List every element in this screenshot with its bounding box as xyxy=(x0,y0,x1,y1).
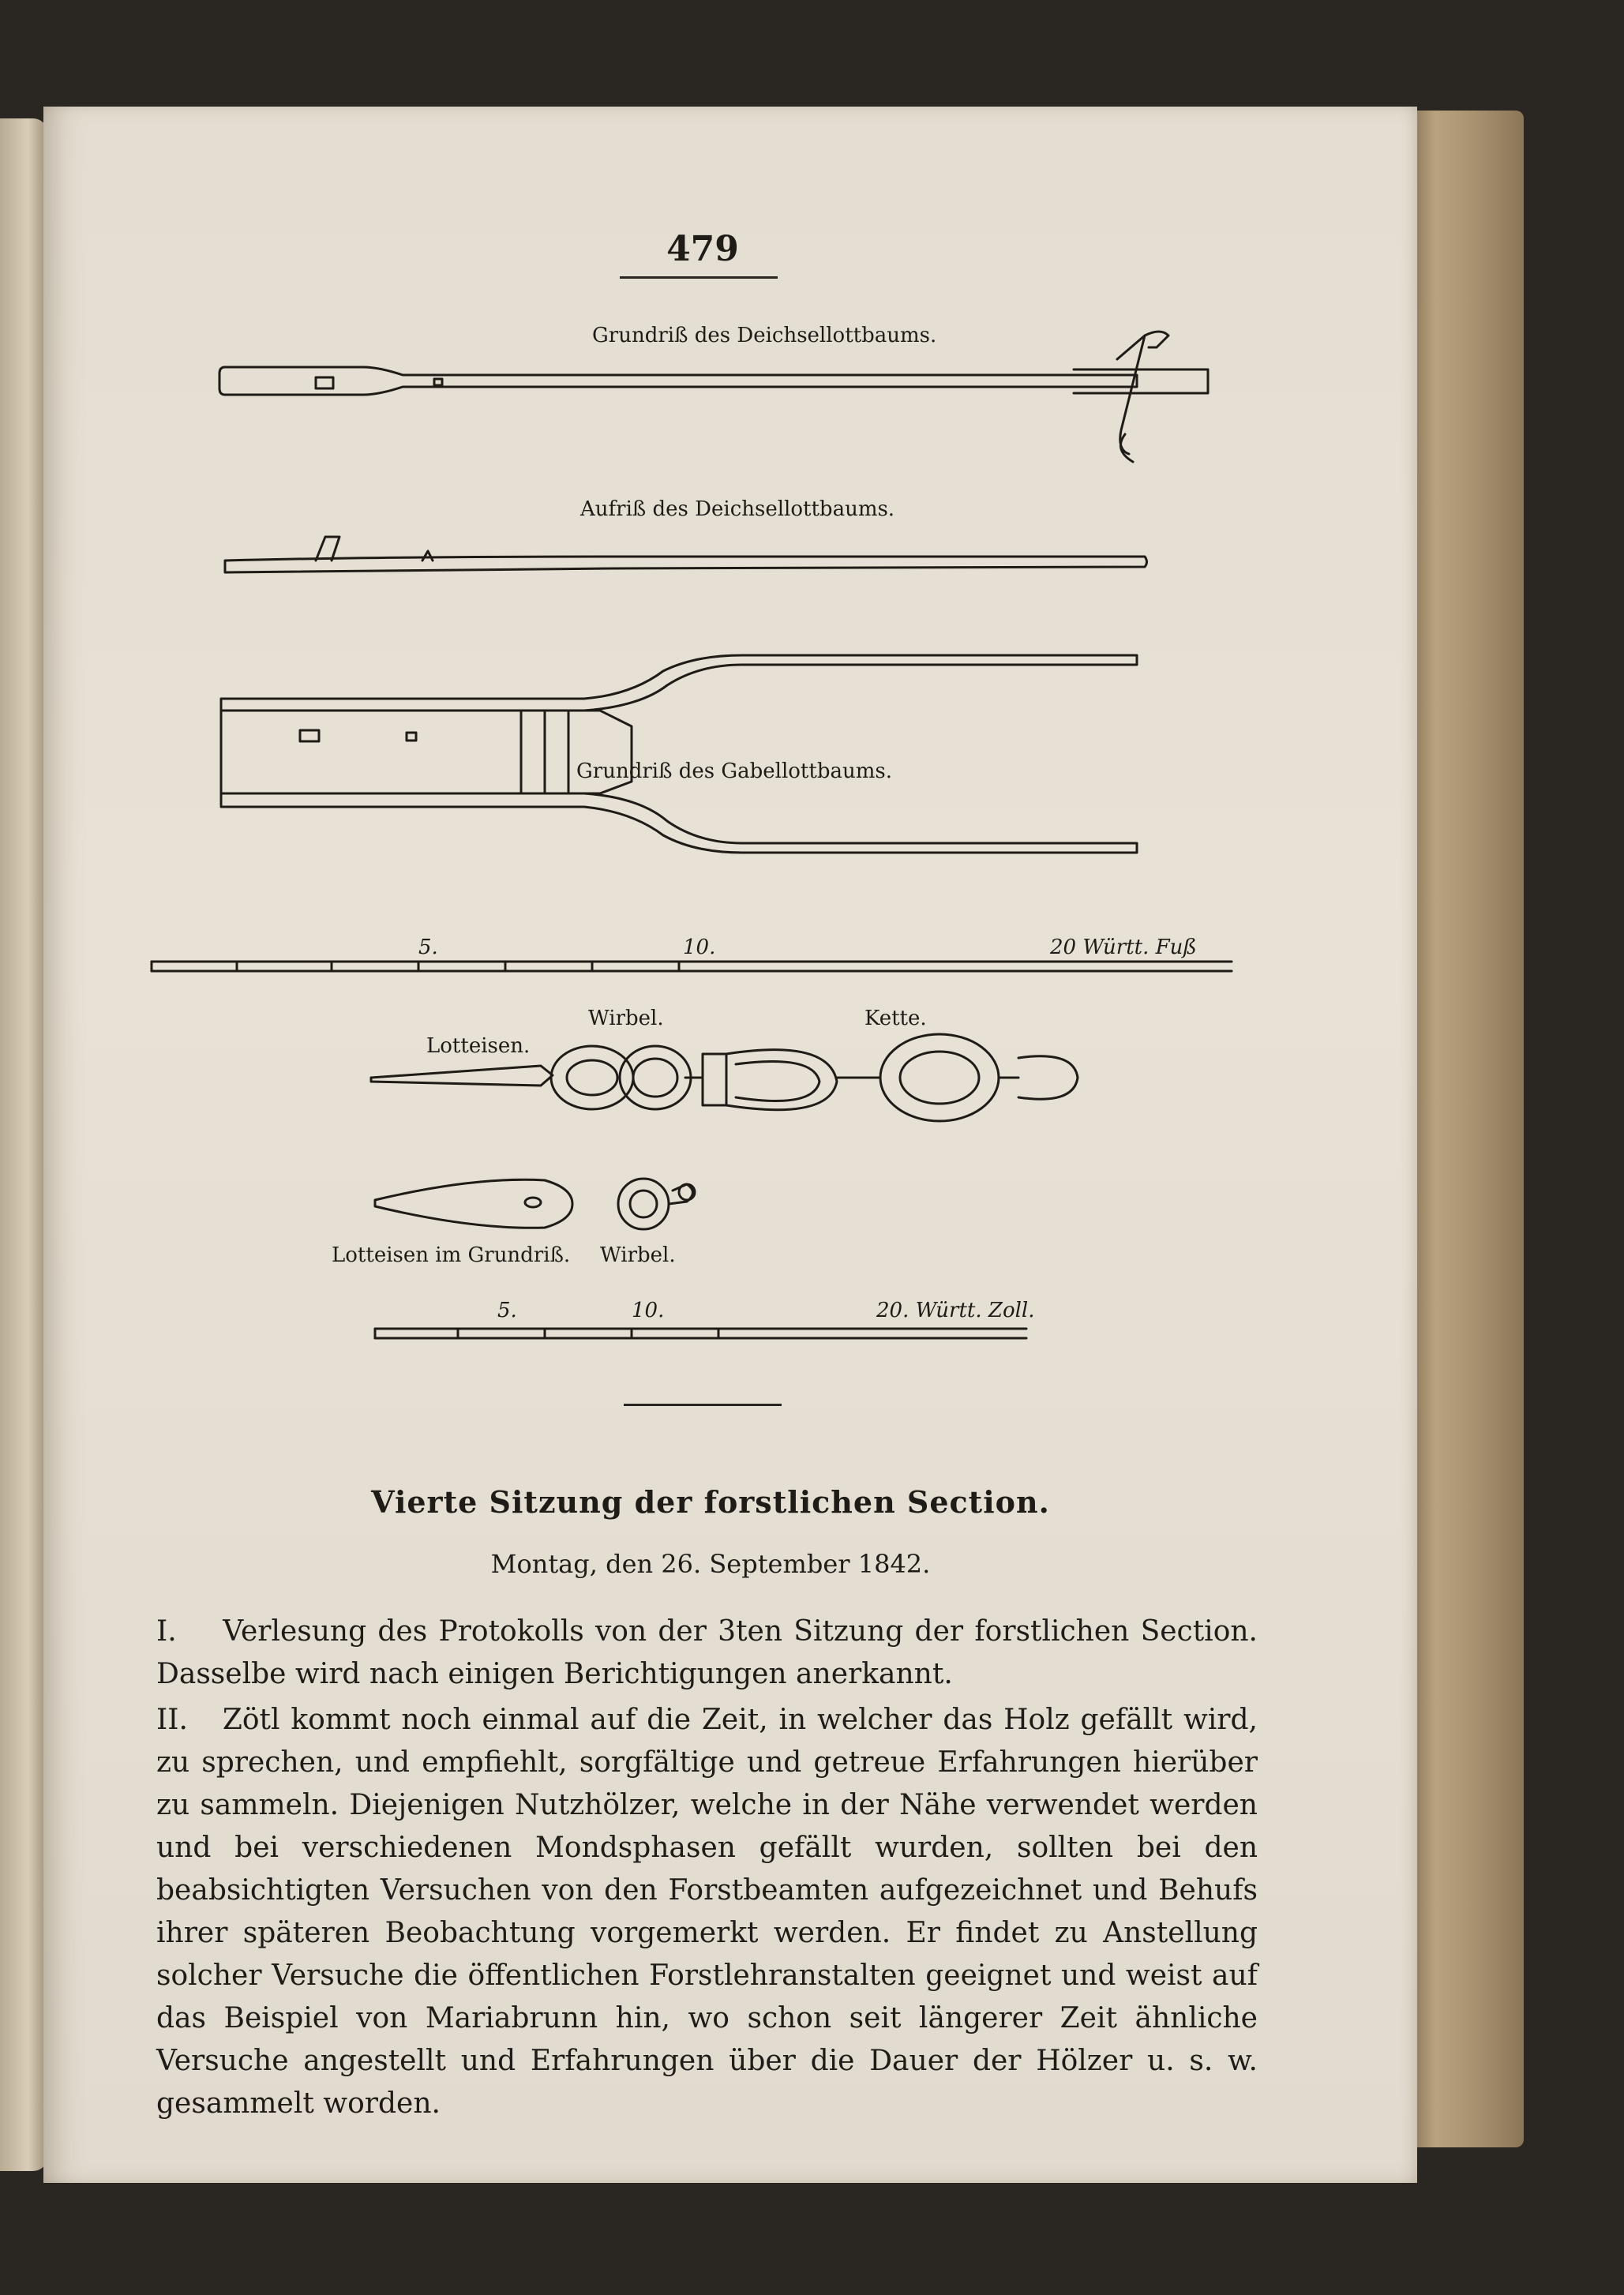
label-kette: Kette. xyxy=(865,1007,927,1030)
kette-drawing xyxy=(880,1034,1078,1121)
book-spine xyxy=(1413,111,1524,2147)
gabel-plan-drawing xyxy=(221,655,1137,853)
scale-bar-feet xyxy=(152,962,1232,971)
paragraph xyxy=(156,1699,1258,2125)
scale-bar-inches xyxy=(375,1329,1026,1338)
wirbel-chain-drawing xyxy=(551,1046,880,1110)
label-lotteisen-grundriss: Lotteisen im Grundriß. xyxy=(332,1243,571,1267)
scale1-label-5: 5. xyxy=(418,936,438,959)
paragraph xyxy=(156,1611,1258,1696)
paragraph-number: II. xyxy=(156,1704,188,1736)
section-date: Montag, den 26. September 1842. xyxy=(490,1549,931,1579)
scale2-label-unit: 20. Württ. Zoll. xyxy=(876,1299,1035,1322)
page-number: 479 xyxy=(666,229,739,269)
scale2-label-10: 10. xyxy=(632,1299,665,1322)
paragraph-text: Zötl kommt noch einmal auf die Zeit, in welcher das Holz gefällt wird, zu sprechen, und empfiehlt, sorgfältige und getreue Erfahrungen hierüber zu sammeln. Diejenigen Nutzhölzer, welche in der Nähe verwendet werden und bei verschiedenen Mondsphasen gefällt wurden, sollten bei den beabsichtigten Versuchen von den Forstbeamten aufgezeichnet und Behufs ihrer späteren Beobachtung vorgemerkt werden. Er findet zu Anstellung solcher Versuche die öffentlichen Forstlehranstalten geeignet und weist auf das Beispiel von Mariabrunn hin, wo schon seit längerer Zeit ähnliche Versuche angestellt und Erfahrungen über die Dauer der Hölzer u. s. w. gesammelt worden. xyxy=(156,1704,1258,2120)
paragraph-text: Verlesung des Protokolls von der 3ten Sitzung der forstlichen Section. Dasselbe wird nach einigen Berichtigungen anerkannt. xyxy=(156,1615,1258,1690)
section-heading: Vierte Sitzung der forstlichen Section. xyxy=(371,1484,1050,1520)
figure-drawing xyxy=(142,300,1279,1358)
left-page-edge xyxy=(0,118,47,2171)
paragraph-number: I. xyxy=(156,1615,177,1648)
body-text xyxy=(156,1611,1258,2128)
lotteisen-plan-drawing xyxy=(375,1179,572,1228)
page-number-rule xyxy=(620,276,778,279)
scale2-label-5: 5. xyxy=(497,1299,517,1322)
scale1-label-10: 10. xyxy=(683,936,716,959)
section-rule xyxy=(624,1404,782,1406)
deichsel-elevation-drawing xyxy=(225,537,1147,572)
label-deichsel-grundriss: Grundriß des Deichsellottbaums. xyxy=(592,324,937,347)
label-wirbel: Wirbel. xyxy=(588,1007,664,1030)
deichsel-plan-drawing xyxy=(219,332,1208,462)
wirbel-plan-drawing xyxy=(618,1179,695,1229)
label-gabel-grundriss: Grundriß des Gabellottbaums. xyxy=(576,759,892,783)
label-lotteisen: Lotteisen. xyxy=(426,1034,531,1058)
label-deichsel-aufriss: Aufriß des Deichsellottbaums. xyxy=(580,497,895,521)
scale1-label-unit: 20 Württ. Fuß xyxy=(1050,936,1197,959)
label-wirbel-plan: Wirbel. xyxy=(600,1243,676,1267)
technical-figure xyxy=(142,300,1279,1358)
lotteisen-drawing xyxy=(371,1066,553,1086)
